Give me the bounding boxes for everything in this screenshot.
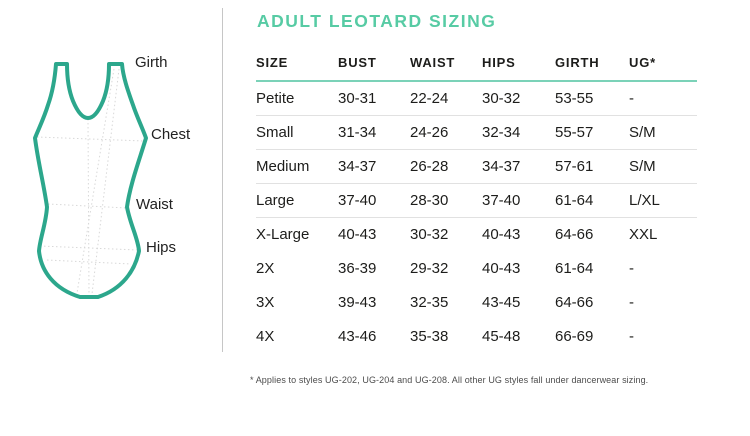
- hips-cell: 43-45: [482, 293, 521, 311]
- panel-divider: [222, 8, 223, 352]
- sizing-table: [256, 47, 697, 353]
- ug-cell: -: [629, 259, 634, 277]
- leotard-outline: [35, 64, 146, 297]
- diagram-label-hips: Hips: [146, 239, 177, 256]
- ug-cell: -: [629, 293, 634, 311]
- waist-cell: 32-35: [410, 293, 449, 311]
- waist-cell: 29-32: [410, 259, 449, 277]
- hips-cell: 32-34: [482, 115, 555, 149]
- waist-cell: 30-32: [410, 225, 449, 243]
- col-header-bust: BUST: [338, 47, 410, 81]
- size-cell: 4X: [256, 327, 275, 345]
- diagram-label-girth: Girth: [135, 54, 168, 71]
- size-cell: Medium: [256, 149, 338, 183]
- bust-cell: 30-31: [338, 81, 410, 115]
- size-cell: Large: [256, 183, 338, 217]
- bust-cell: 31-34: [338, 115, 410, 149]
- chest-guide-line: [37, 137, 144, 141]
- bust-cell: 34-37: [338, 149, 410, 183]
- col-header-size: SIZE: [256, 47, 338, 81]
- hips-cell: 40-43: [482, 225, 521, 243]
- hips-cell: 30-32: [482, 81, 555, 115]
- hips-cell: 40-43: [482, 259, 521, 277]
- table-row-x-large: [256, 217, 697, 251]
- waist-cell: 26-28: [410, 149, 482, 183]
- col-header-hips: HIPS: [482, 47, 555, 81]
- ug-cell: L/XL: [629, 183, 697, 217]
- girth-guide-line-front: [77, 69, 114, 293]
- table-row-large: [256, 183, 697, 217]
- table-body: [256, 81, 697, 353]
- footnote: * Applies to styles UG-202, UG-204 and UG-208. All other UG styles fall under dancerwear sizing.: [250, 375, 649, 385]
- bust-cell: 37-40: [338, 183, 410, 217]
- diagram-label-waist: Waist: [136, 196, 173, 213]
- girth-cell: 61-64: [555, 259, 594, 277]
- diagram-label-chest: Chest: [151, 126, 191, 143]
- table-row-3x: [256, 285, 697, 319]
- leotard-diagram: [34, 61, 148, 301]
- girth-guide-line-back: [92, 69, 119, 294]
- table-header: [256, 47, 697, 81]
- waist-cell: 24-26: [410, 115, 482, 149]
- ug-cell: S/M: [629, 115, 697, 149]
- table-row-2x: [256, 251, 697, 285]
- girth-cell: 57-61: [555, 149, 629, 183]
- ug-cell: XXL: [629, 225, 658, 243]
- size-cell: 2X: [256, 259, 275, 277]
- bust-cell: 43-46: [338, 327, 377, 345]
- bust-cell: 39-43: [338, 293, 377, 311]
- bust-cell: 36-39: [338, 259, 377, 277]
- col-header-girth: GIRTH: [555, 47, 629, 81]
- ug-cell: -: [629, 81, 697, 115]
- girth-cell: 61-64: [555, 183, 629, 217]
- col-header-waist: WAIST: [410, 47, 482, 81]
- ug-cell: -: [629, 327, 634, 345]
- girth-cell: 66-69: [555, 327, 594, 345]
- girth-cell: 64-66: [555, 293, 594, 311]
- waist-guide-line: [48, 204, 127, 208]
- table-row-medium: [256, 149, 697, 183]
- table-row-small: [256, 115, 697, 149]
- hips-cell: 37-40: [482, 183, 555, 217]
- size-cell: X-Large: [256, 225, 310, 243]
- size-cell: 3X: [256, 293, 275, 311]
- waist-cell: 28-30: [410, 183, 482, 217]
- girth-cell: 53-55: [555, 81, 629, 115]
- hips-cell: 34-37: [482, 149, 555, 183]
- page-title: ADULT LEOTARD SIZING: [257, 11, 497, 31]
- center-guide-line: [88, 119, 89, 295]
- col-header-ug: UG*: [629, 47, 697, 81]
- waist-cell: 35-38: [410, 327, 449, 345]
- size-cell: Small: [256, 115, 338, 149]
- measurement-guide-lines: [37, 69, 144, 295]
- table-row-4x: [256, 319, 697, 353]
- bust-cell: 40-43: [338, 225, 377, 243]
- table-row-petite: [256, 81, 697, 115]
- hips-cell: 45-48: [482, 327, 521, 345]
- header-row: [256, 47, 697, 81]
- waist-cell: 22-24: [410, 81, 482, 115]
- girth-cell: 64-66: [555, 225, 594, 243]
- size-cell: Petite: [256, 81, 338, 115]
- ug-cell: S/M: [629, 149, 697, 183]
- girth-cell: 55-57: [555, 115, 629, 149]
